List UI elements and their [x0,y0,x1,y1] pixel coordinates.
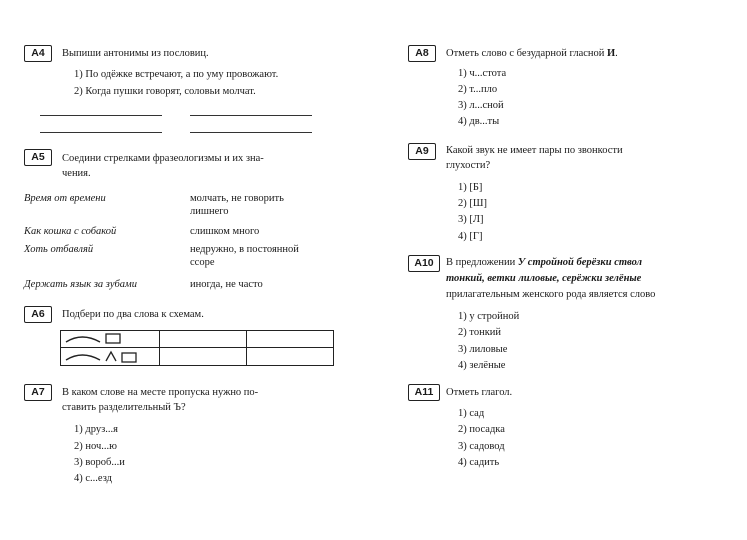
a9-question-line-1: Какой звук не имеет пары по звонкости [446,145,623,156]
a7-question-line-2: ставить разделительный Ъ? [62,402,186,413]
a8-question: Отметь слово с безударной гласной И. [446,48,618,59]
task-badge-a5: A5 [24,149,52,166]
task-badge-a10: A10 [408,255,440,272]
answer-option[interactable]: 4) дв...ты [458,116,500,127]
answer-option[interactable]: 3) садовод [458,441,505,452]
task-badge-a4: A4 [24,45,52,62]
answer-line[interactable] [190,132,312,133]
word-scheme-icon [62,331,158,366]
a10-question-line-1: В предложении У стройной берёзки ствол [446,257,642,268]
idiom-item[interactable]: Время от времени [24,193,106,204]
a4-proverb-1: 1) По одёжке встречают, а по уму провожают. [74,69,279,80]
answer-option[interactable]: 1) сад [458,408,485,419]
task-badge-a11: A11 [408,384,440,401]
a4-proverb-2: 2) Когда пушки говорят, соловьи молчат. [74,86,256,97]
a10-question-line-3: прилагательным женского рода является слово [446,289,656,300]
answer-option[interactable]: 2) т...пло [458,84,498,95]
task-badge-a7: A7 [24,384,52,401]
idiom-item[interactable]: Хоть отбавляй [24,244,94,255]
answer-option[interactable]: 4) садить [458,457,500,468]
answer-option[interactable]: 1) [Б] [458,182,483,193]
answer-line[interactable] [190,115,312,116]
answer-option[interactable]: 1) ч...стота [458,68,507,79]
answer-option[interactable]: 4) с...езд [74,473,112,484]
task-badge-a9: A9 [408,143,436,160]
answer-option[interactable]: 4) [Г] [458,231,483,242]
meaning-item[interactable]: слишком много [190,226,260,237]
meaning-item[interactable]: недружно, в постоянной ссоре [190,244,299,269]
answer-option[interactable]: 3) вороб...и [74,457,125,468]
answer-option[interactable]: 3) л...сной [458,100,504,111]
answer-option[interactable]: 1) у стройной [458,311,520,322]
task-badge-a8: A8 [408,45,436,62]
a5-question-line-1: Соедини стрелками фразеологизмы и их зна- [62,153,264,164]
answer-option[interactable]: 4) зелёные [458,360,506,371]
meaning-item[interactable]: иногда, не часто [190,279,263,290]
meaning-item[interactable]: молчать, не говорить лишнего [190,193,284,218]
a10-question-line-2: тонкий, ветки лиловые, серёжки зелёные [446,273,642,284]
idiom-item[interactable]: Как кошка с собакой [24,226,117,237]
answer-option[interactable]: 3) [Л] [458,214,484,225]
a5-question-line-2: чения. [62,168,91,179]
task-badge-a6: A6 [24,306,52,323]
answer-line[interactable] [40,132,162,133]
a4-question: Выпиши антонимы из пословиц. [62,48,209,59]
a6-question: Подбери по два слова к схемам. [62,309,204,320]
answer-option[interactable]: 2) тонкий [458,327,502,338]
a9-question-line-2: глухости? [446,160,491,171]
answer-option[interactable]: 1) друз...я [74,424,118,435]
answer-option[interactable]: 3) лиловые [458,344,508,355]
a7-question-line-1: В каком слове на месте пропуска нужно по- [62,387,259,398]
answer-option[interactable]: 2) [Ш] [458,198,487,209]
answer-option[interactable]: 2) ноч...ю [74,441,117,452]
a11-question: Отметь глагол. [446,387,513,398]
answer-line[interactable] [40,115,162,116]
answer-option[interactable]: 2) посадка [458,424,505,435]
idiom-item[interactable]: Держать язык за зубами [24,279,137,290]
